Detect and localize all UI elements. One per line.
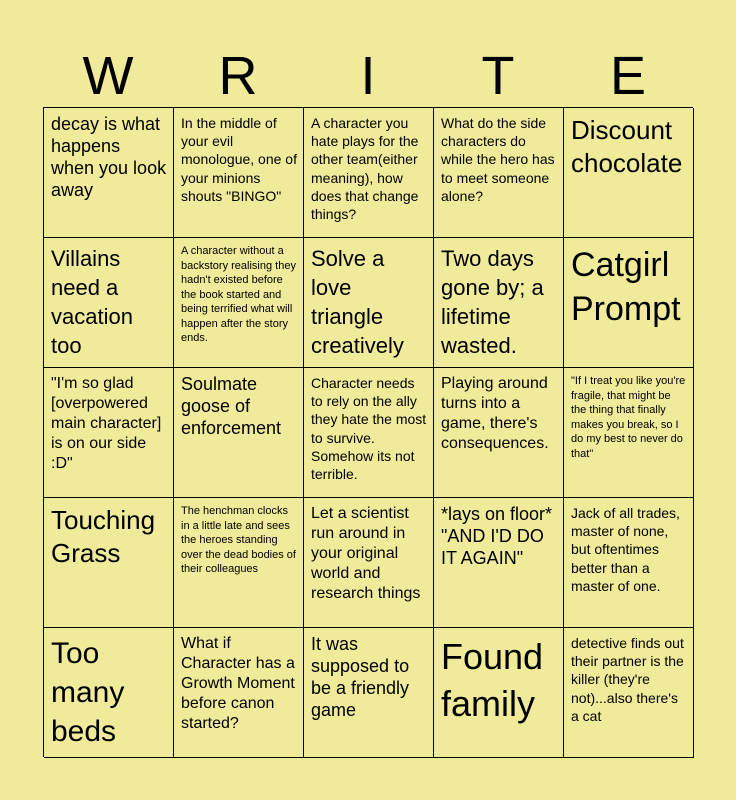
bingo-cell[interactable]: What if Character has a Growth Moment before canon started? — [174, 628, 304, 758]
bingo-cell[interactable]: It was supposed to be a friendly game — [304, 628, 434, 758]
header-letter: T — [481, 46, 515, 106]
bingo-header — [43, 44, 693, 108]
bingo-cell[interactable]: Jack of all trades, master of none, but oftentimes better than a master of one. — [564, 498, 694, 628]
header-letter: W — [82, 46, 134, 106]
bingo-cell[interactable]: Catgirl Prompt — [564, 238, 694, 368]
bingo-cell[interactable]: Touching Grass — [44, 498, 174, 628]
bingo-cell[interactable]: Character needs to rely on the ally they hate the most to survive. Somehow its not terrible. — [304, 368, 434, 498]
bingo-cell[interactable]: What do the side characters do while the hero has to meet someone alone? — [434, 108, 564, 238]
bingo-cell[interactable]: A character without a backstory realising they hadn't existed before the book started and being terrified what will happen after the story ends. — [174, 238, 304, 368]
header-letter: E — [609, 46, 647, 106]
bingo-cell[interactable]: Two days gone by; a lifetime wasted. — [434, 238, 564, 368]
bingo-cell[interactable]: Too many beds — [44, 628, 174, 758]
bingo-cell[interactable]: In the middle of your evil monologue, one of your minions shouts "BINGO" — [174, 108, 304, 238]
bingo-cell[interactable]: Solve a love triangle creatively — [304, 238, 434, 368]
header-letter: I — [360, 46, 376, 106]
bingo-cell[interactable]: A character you hate plays for the other team(either meaning), how does that change things? — [304, 108, 434, 238]
bingo-cell[interactable]: decay is what happens when you look away — [44, 108, 174, 238]
header-letter: R — [218, 46, 258, 106]
bingo-cell[interactable]: detective finds out their partner is the killer (they're not)...also there's a cat — [564, 628, 694, 758]
bingo-cell[interactable]: "I'm so glad [overpowered main character] is on our side :D" — [44, 368, 174, 498]
bingo-cell[interactable]: Soulmate goose of enforcement — [174, 368, 304, 498]
bingo-board — [43, 107, 693, 757]
bingo-cell[interactable]: Discount chocolate — [564, 108, 694, 238]
bingo-cell[interactable]: Let a scientist run around in your original world and research things — [304, 498, 434, 628]
bingo-cell[interactable]: Found family — [434, 628, 564, 758]
bingo-cell[interactable]: Playing around turns into a game, there's consequences. — [434, 368, 564, 498]
bingo-cell[interactable]: The henchman clocks in a little late and sees the heroes standing over the dead bodies of their colleagues — [174, 498, 304, 628]
bingo-cell[interactable]: "If I treat you like you're fragile, that might be the thing that finally makes you break, so I do my best to never do that" — [564, 368, 694, 498]
bingo-cell[interactable]: *lays on floor* "AND I'D DO IT AGAIN" — [434, 498, 564, 628]
bingo-cell[interactable]: Villains need a vacation too — [44, 238, 174, 368]
